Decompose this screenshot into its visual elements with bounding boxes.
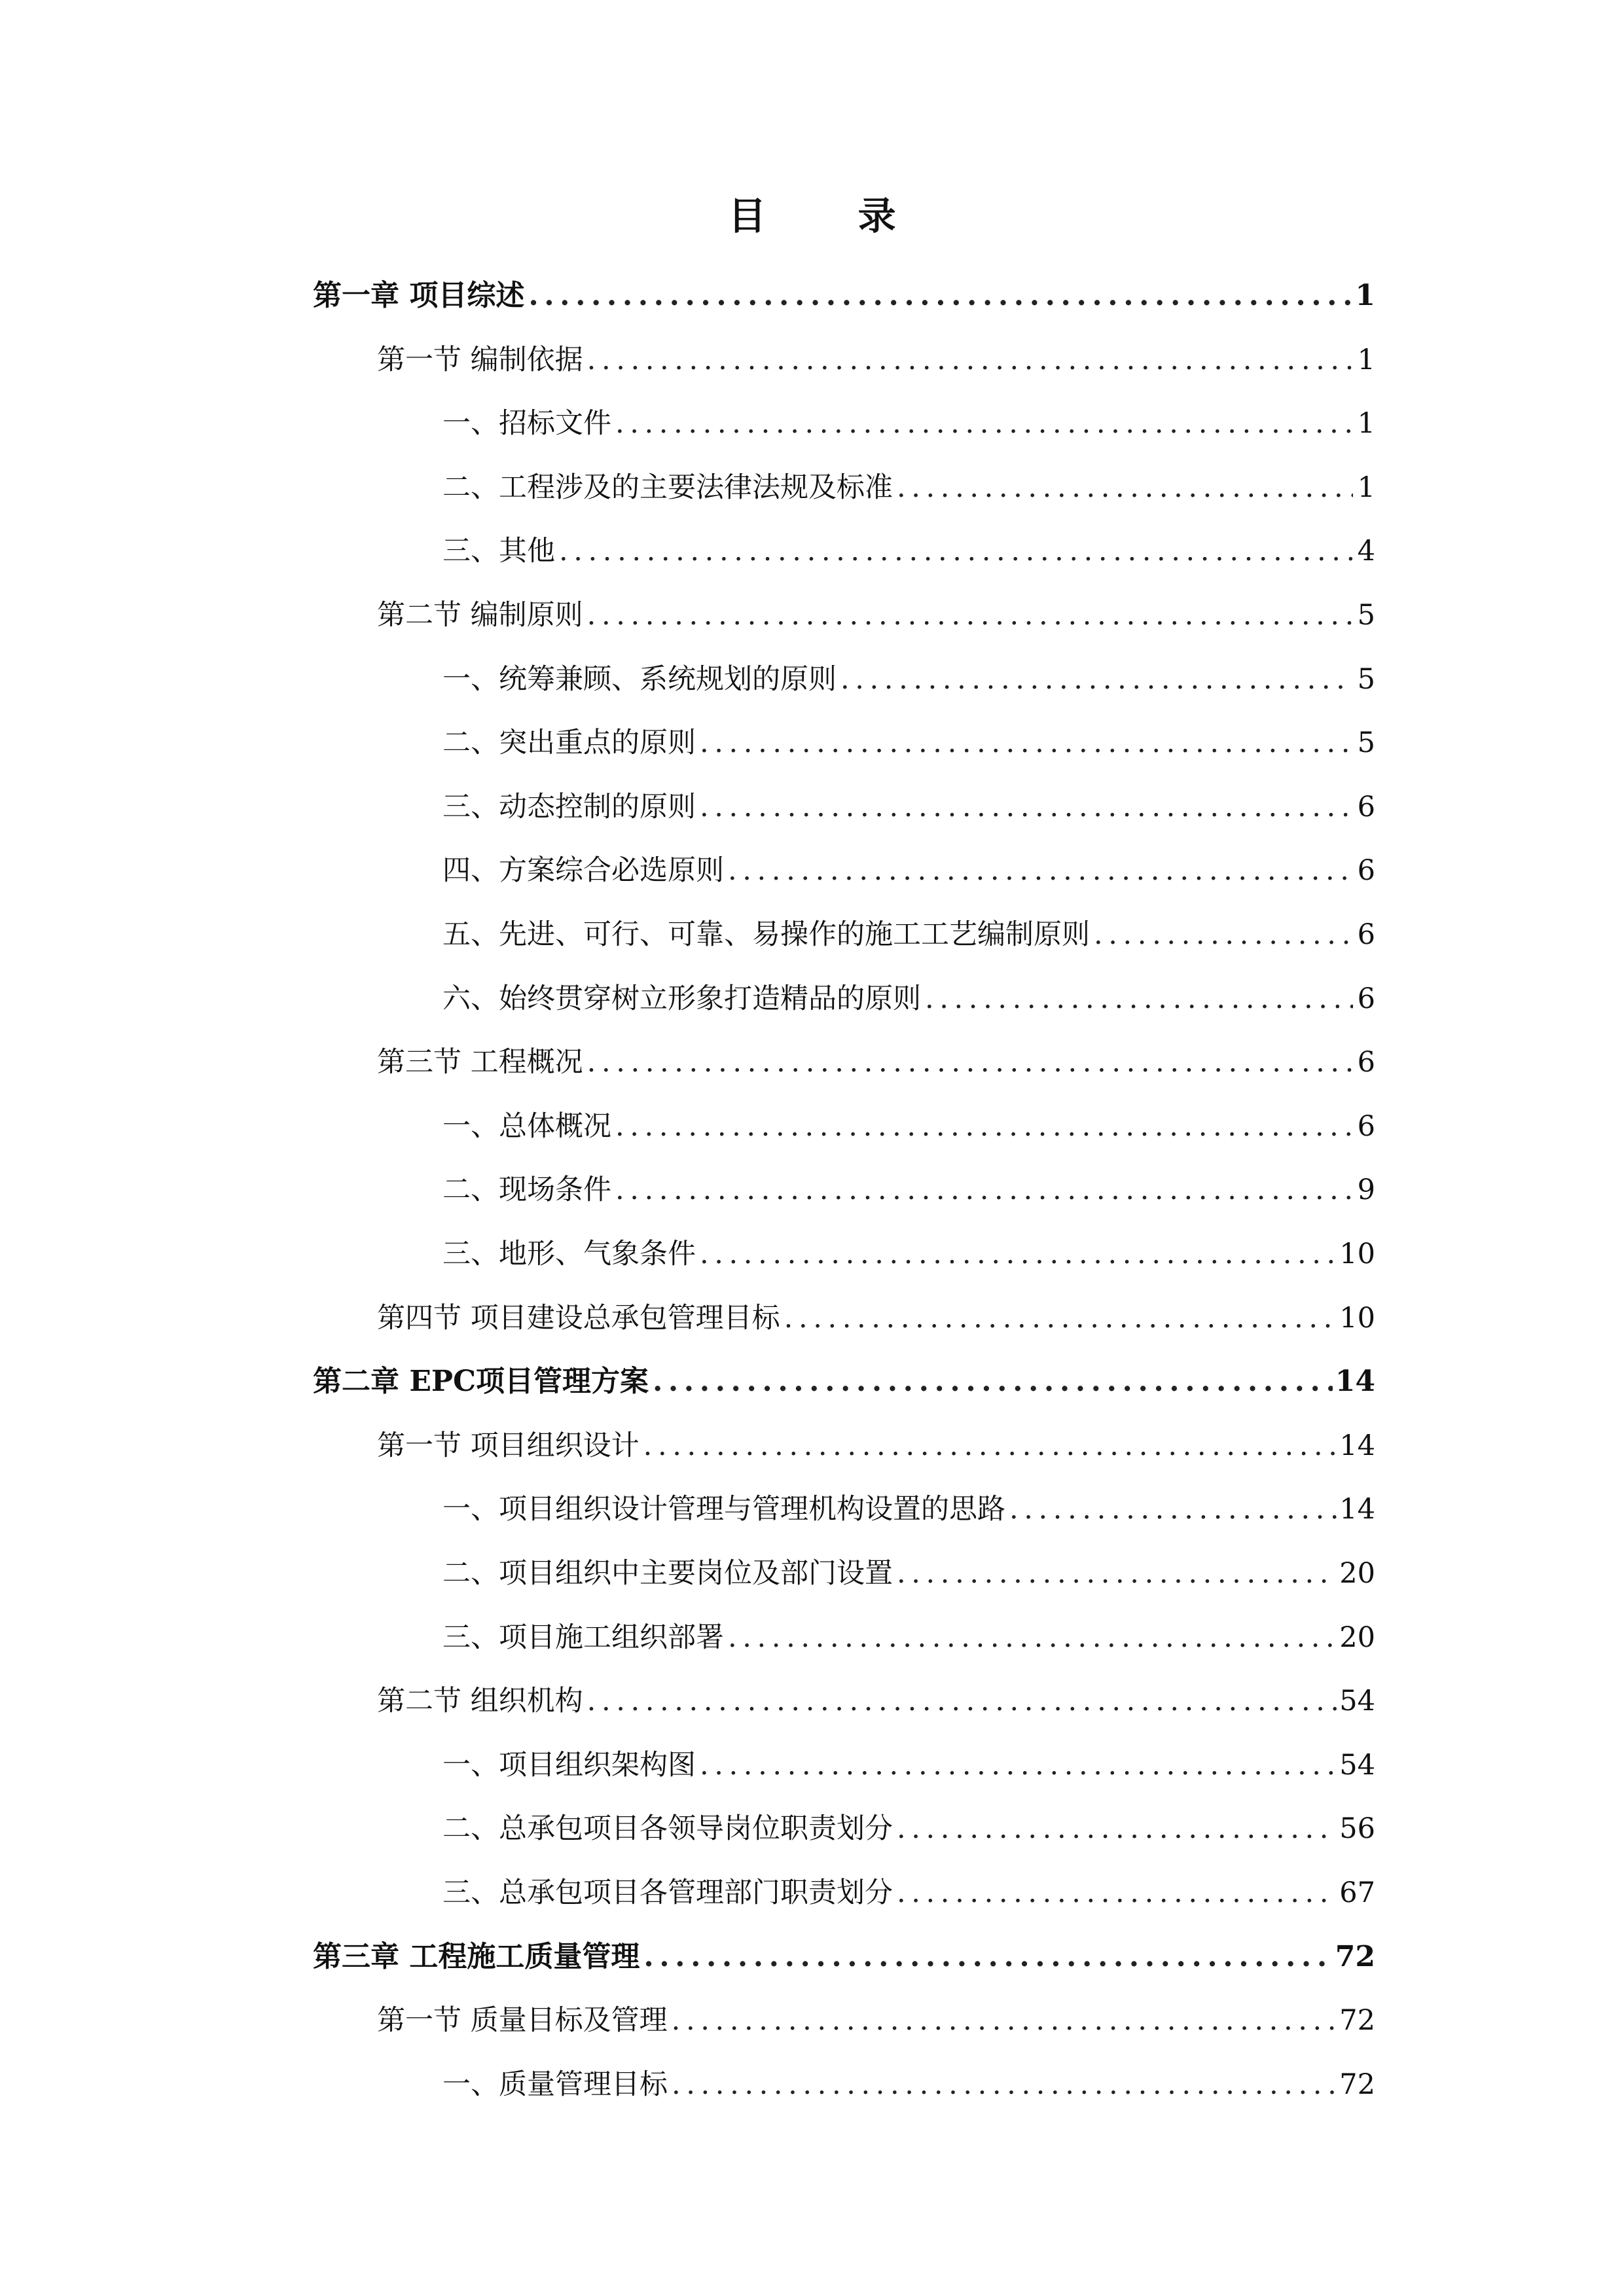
toc-entry-title: 第三节 工程概况 [377,1046,583,1079]
toc-dot-leader [587,589,1353,641]
toc-entry-title: 二、总承包项目各领导岗位职责划分 [442,1812,893,1846]
toc-page-number: 1 [1357,407,1375,440]
toc-subsection-entry[interactable] [442,908,1375,961]
toc-dot-leader [728,1611,1337,1664]
toc-dot-leader [615,1164,1353,1216]
toc-entry-title: 一、总体概况 [442,1109,611,1143]
toc-page-number: 1 [1357,471,1375,504]
toc-entry-title: 三、项目施工组织部署 [442,1621,724,1654]
toc-subsection-entry[interactable] [442,461,1375,514]
toc-entry-title: 一、项目组织设计管理与管理机构设置的思路 [442,1493,1005,1526]
toc-page-number: 54 [1339,1685,1375,1718]
toc-subsection-entry[interactable] [442,1867,1375,1919]
toc-section-entry[interactable] [377,334,1375,386]
toc-chapter-entry[interactable] [313,270,1375,322]
toc-page-number: 5 [1357,726,1375,760]
toc-dot-leader [643,1931,1332,1983]
toc-subsection-entry[interactable] [442,844,1375,897]
toc-page-number: 56 [1339,1812,1375,1846]
toc-entry-title: 第二节 组织机构 [377,1685,583,1718]
toc-dot-leader [672,2058,1337,2111]
toc-entry-title: 二、突出重点的原则 [442,726,696,760]
toc-page-number: 4 [1357,535,1375,568]
toc-entry-title: 二、工程涉及的主要法律法规及标准 [442,471,893,504]
page-title: 目 录 [728,194,935,238]
toc-dot-leader [643,1420,1337,1472]
toc-entry-title: 四、方案综合必选原则 [442,854,724,888]
toc-section-entry[interactable] [377,1036,1375,1088]
toc-section-entry[interactable] [377,1675,1375,1727]
toc-page-number: 1 [1355,279,1375,312]
toc-dot-leader [784,1292,1337,1344]
toc-page-number: 6 [1357,1109,1375,1143]
toc-subsection-entry[interactable] [442,653,1375,706]
toc-section-entry[interactable] [377,1292,1375,1344]
toc-entry-title: 一、招标文件 [442,407,611,440]
toc-subsection-entry[interactable] [442,1483,1375,1535]
toc-entry-title: 二、项目组织中主要岗位及部门设置 [442,1557,893,1590]
toc-subsection-entry[interactable] [442,1739,1375,1791]
toc-page-number: 20 [1339,1621,1375,1654]
toc-dot-leader [615,397,1353,450]
toc-subsection-entry[interactable] [442,781,1375,833]
toc-page-number: 6 [1357,982,1375,1015]
toc-dot-leader [728,844,1353,897]
toc-subsection-entry[interactable] [442,1100,1375,1153]
toc-subsection-entry[interactable] [442,1228,1375,1280]
toc-dot-leader [840,653,1353,706]
toc-entry-title: 第三章 工程施工质量管理 [313,1939,640,1973]
toc-dot-leader [1094,908,1353,961]
toc-page-number: 54 [1339,1748,1375,1782]
toc-page-number: 72 [1335,1939,1375,1973]
toc-entry-title: 三、总承包项目各管理部门职责划分 [442,1876,893,1909]
toc-page-number: 14 [1335,1365,1375,1399]
toc-entry-title: 一、项目组织架构图 [442,1748,696,1782]
toc-entry-title: 第四节 项目建设总承包管理目标 [377,1301,780,1335]
toc-section-entry[interactable] [377,1420,1375,1472]
toc-chapter-entry[interactable] [313,1355,1375,1408]
toc-dot-leader [700,781,1353,833]
toc-entry-title: 一、统筹兼顾、系统规划的原则 [442,662,837,696]
toc-dot-leader [925,973,1353,1025]
toc-subsection-entry[interactable] [442,717,1375,769]
toc-entry-title: 二、现场条件 [442,1174,611,1207]
toc-subsection-entry[interactable] [442,1803,1375,1855]
toc-page-number: 5 [1357,662,1375,696]
toc-dot-leader [897,1867,1337,1919]
toc-dot-leader [672,1994,1337,2047]
toc-dot-leader [700,1228,1337,1280]
toc-entry-title: 六、始终贯穿树立形象打造精品的原则 [442,982,921,1015]
toc-page-number: 6 [1357,790,1375,823]
toc-dot-leader [653,1355,1333,1408]
toc-dot-leader [587,334,1353,386]
toc-entry-title: 三、动态控制的原则 [442,790,696,823]
toc-page-number: 5 [1357,599,1375,632]
toc-page-number: 1 [1357,343,1375,376]
toc-entry-title: 五、先进、可行、可靠、易操作的施工工艺编制原则 [442,918,1090,951]
toc-page-number: 6 [1357,854,1375,888]
toc-chapter-entry[interactable] [313,1931,1375,1983]
toc-entry-title: 第二节 编制原则 [377,599,583,632]
toc-page-number: 72 [1339,2068,1375,2101]
toc-page-number: 10 [1339,1238,1375,1270]
toc-entry-title: 三、其他 [442,535,555,568]
toc-page-number: 9 [1357,1174,1375,1207]
toc-dot-leader [897,1803,1337,1855]
toc-page-number: 14 [1339,1493,1375,1526]
toc-dot-leader [587,1675,1337,1727]
toc-dot-leader [559,525,1353,577]
toc-dot-leader [587,1036,1353,1088]
toc-entry-title: 第一节 项目组织设计 [377,1429,640,1462]
toc-entry-title: 第一章 项目综述 [313,279,525,312]
toc-page-number: 72 [1339,2004,1375,2037]
toc-dot-leader [700,1739,1337,1791]
toc-dot-leader [1009,1483,1337,1535]
toc-page-number: 6 [1357,918,1375,951]
toc-subsection-entry[interactable] [442,525,1375,577]
toc-subsection-entry[interactable] [442,1164,1375,1216]
toc-dot-leader [897,461,1353,514]
toc-entry-title: 第一节 编制依据 [377,343,583,376]
toc-page-number: 14 [1339,1429,1375,1462]
toc-entry-title: 三、地形、气象条件 [442,1238,696,1270]
toc-subsection-entry[interactable] [442,1611,1375,1664]
toc-section-entry[interactable] [377,589,1375,641]
toc-dot-leader [700,717,1353,769]
toc-entry-title: 第二章 EPC项目管理方案 [313,1365,649,1399]
toc-subsection-entry[interactable] [442,1547,1375,1600]
toc-section-entry[interactable] [377,1994,1375,2047]
toc-dot-leader [615,1100,1353,1153]
toc-page-number: 20 [1339,1557,1375,1590]
toc-entry-title: 第一节 质量目标及管理 [377,2004,668,2037]
toc-subsection-entry[interactable] [442,973,1375,1025]
toc-entry-title: 一、质量管理目标 [442,2068,668,2101]
toc-page-number: 67 [1339,1876,1375,1909]
toc-page-number: 10 [1339,1301,1375,1335]
toc-dot-leader [528,270,1352,322]
toc-page-number: 6 [1357,1046,1375,1079]
toc-dot-leader [897,1547,1337,1600]
toc-subsection-entry[interactable] [442,2058,1375,2111]
toc-subsection-entry[interactable] [442,397,1375,450]
